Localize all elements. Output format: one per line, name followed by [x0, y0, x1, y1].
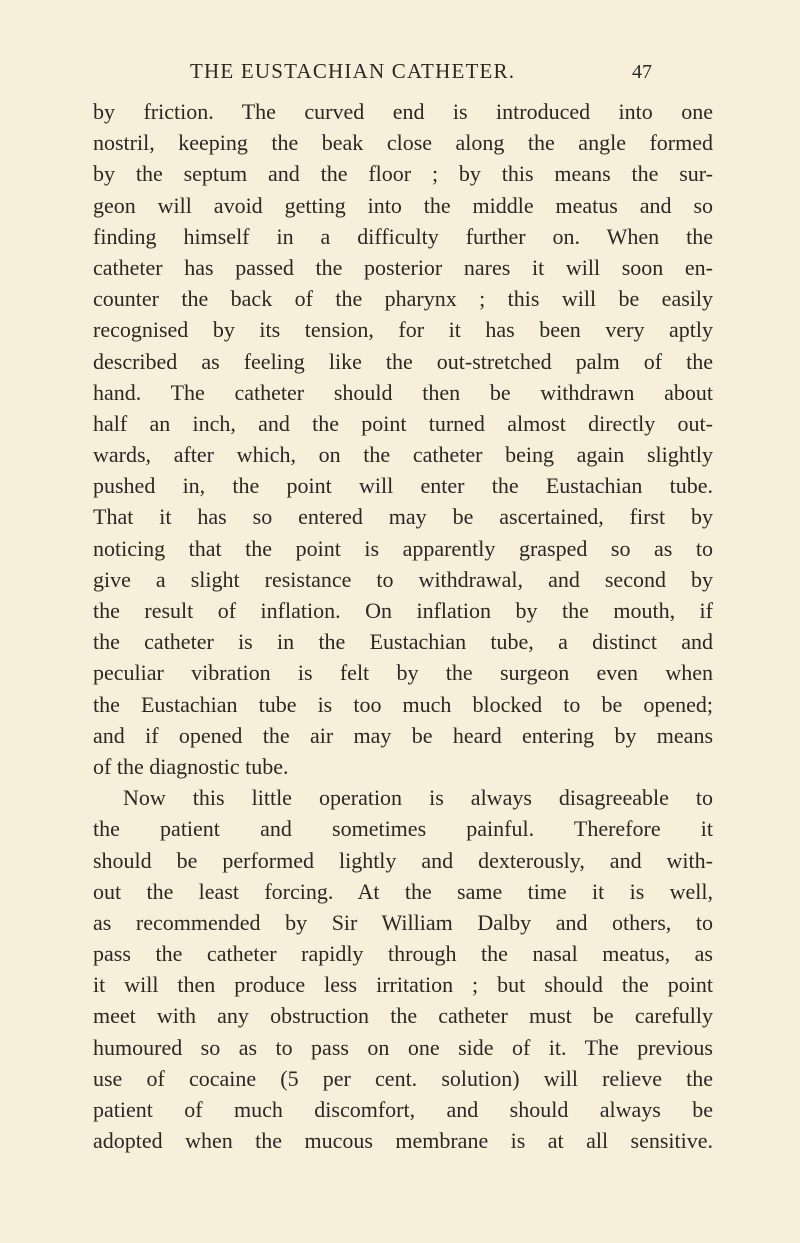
text-line: catheter has passed the posterior nares it will soon en-: [93, 254, 713, 280]
text-line: the Eustachian tube is too much blocked to be opened;: [93, 691, 713, 717]
text-line: by the septum and the floor ; by this means the sur-: [93, 161, 713, 187]
text-line: the patient and sometimes painful. Therefore it: [93, 816, 713, 842]
paragraph-end-line: of the diagnostic tube.: [93, 753, 289, 779]
text-line: wards, after which, on the catheter being again slightly: [93, 442, 713, 468]
text-line: described as feeling like the out-stretched palm of the: [93, 348, 713, 374]
text-line: half an inch, and the point turned almost directly out-: [93, 410, 713, 436]
text-line: out the least forcing. At the same time it is well,: [93, 878, 713, 904]
text-line: give a slight resistance to withdrawal, and second by: [93, 566, 713, 592]
text-line: peculiar vibration is felt by the surgeon even when: [93, 660, 713, 686]
text-line: meet with any obstruction the catheter must be carefully: [93, 1003, 713, 1029]
text-line: humoured so as to pass on one side of it. The previous: [93, 1034, 713, 1060]
text-line: pushed in, the point will enter the Eustachian tube.: [93, 473, 713, 499]
text-line: as recommended by Sir William Dalby and others, to: [93, 909, 713, 935]
text-line: That it has so entered may be ascertained, first by: [93, 504, 713, 530]
text-line: adopted when the mucous membrane is at all sensitive.: [93, 1128, 713, 1154]
text-line: patient of much discomfort, and should always be: [93, 1097, 713, 1122]
text-line: hand. The catheter should then be withdrawn about: [93, 379, 713, 405]
text-line: finding himself in a difficulty further on. When the: [93, 223, 713, 249]
text-line: geon will avoid getting into the middle meatus and so: [93, 192, 713, 218]
text-line: the catheter is in the Eustachian tube, a distinct and: [93, 629, 713, 655]
paragraph-start-line: Now this little operation is always disagreeable to: [123, 785, 713, 811]
text-line: should be performed lightly and dexterously, and with-: [93, 847, 713, 873]
page-number: 47: [632, 61, 652, 83]
text-line: the result of inflation. On inflation by the mouth, if: [93, 598, 713, 623]
text-line: and if opened the air may be heard entering by means: [93, 722, 713, 748]
text-line: use of cocaine (5 per cent. solution) will relieve the: [93, 1065, 713, 1091]
text-line: counter the back of the pharynx ; this will be easily: [93, 286, 713, 312]
text-line: by friction. The curved end is introduced into one: [93, 99, 713, 124]
text-line: it will then produce less irritation ; but should the point: [93, 972, 713, 998]
text-line: nostril, keeping the beak close along the angle formed: [93, 130, 713, 156]
text-line: noticing that the point is apparently grasped so as to: [93, 535, 713, 561]
text-line: pass the catheter rapidly through the nasal meatus, as: [93, 941, 713, 967]
body-text: [93, 96, 713, 1156]
text-line: recognised by its tension, for it has been very aptly: [93, 317, 713, 343]
running-head: THE EUSTACHIAN CATHETER.: [190, 59, 516, 83]
